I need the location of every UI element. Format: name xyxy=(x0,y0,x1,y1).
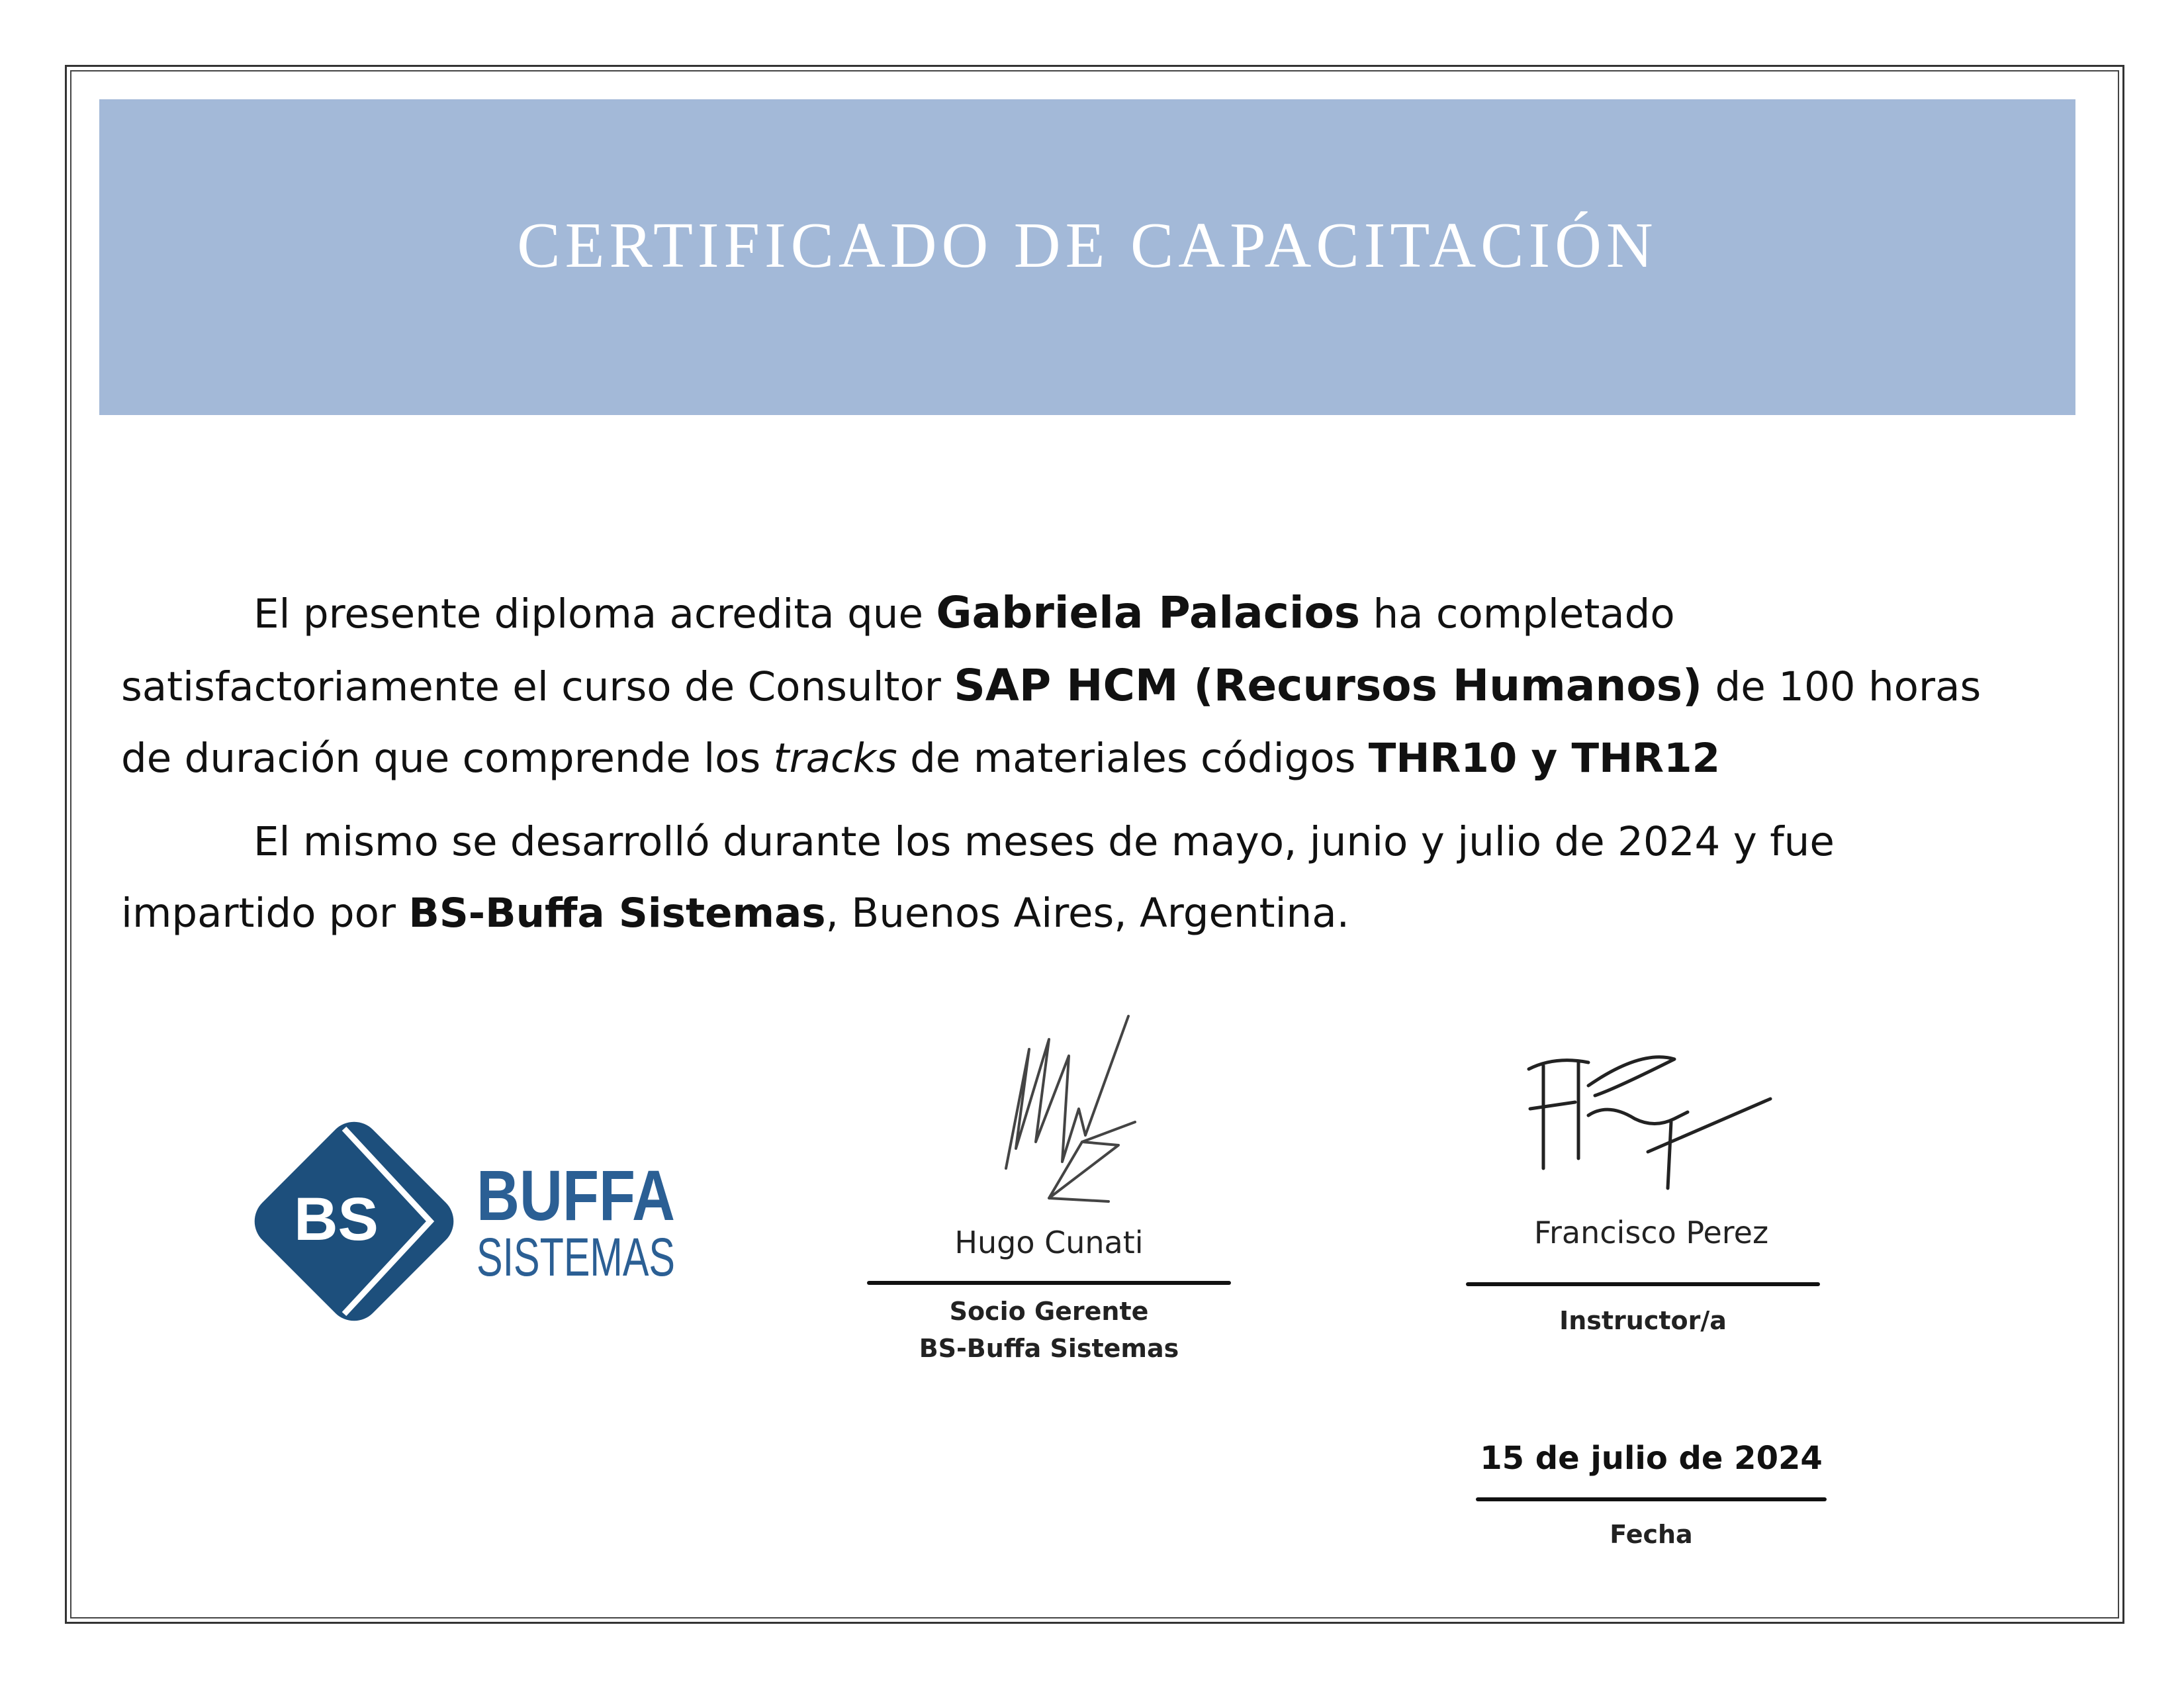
logo-badge-text: BS xyxy=(294,1186,379,1253)
course-name: SAP HCM (Recursos Humanos) xyxy=(954,660,1703,711)
company-name: BS-Buffa Sistemas xyxy=(408,890,826,937)
paragraph-accreditation: El presente diploma acredita que Gabriela Palacios ha completado satisfactoriamente el curso de Consultor SAP HCM (Recursos Humanos) de 100 horas de duración que comprende los tracks de materiales códigos THR10 y THR12 xyxy=(121,587,1981,782)
title-banner xyxy=(99,99,2075,415)
issue-date: 15 de julio de 2024 xyxy=(1480,1440,1823,1477)
signer1-line xyxy=(867,1281,1231,1285)
paragraph-details: El mismo se desarrolló durante los meses de mayo, junio y julio de 2024 y fue impartido por BS-Buffa Sistemas, Buenos Aires, Argentina. xyxy=(121,818,1835,937)
logo-word-sistemas: SISTEMAS xyxy=(477,1227,675,1288)
date-line xyxy=(1476,1497,1827,1501)
logo-word-buffa: BUFFA xyxy=(477,1155,675,1235)
signer2-line xyxy=(1466,1282,1820,1286)
certificate-title: CERTIFICADO DE CAPACITACIÓN xyxy=(517,210,1658,281)
certificate-body xyxy=(121,577,2040,949)
signer1-name: Hugo Cunati xyxy=(954,1225,1144,1260)
course-codes: THR10 y THR12 xyxy=(1368,735,1721,782)
buffa-sistemas-logo xyxy=(258,1102,695,1340)
date-label: Fecha xyxy=(1610,1520,1693,1549)
signature-hugo-cunati xyxy=(979,1009,1152,1215)
signer2-role: Instructor/a xyxy=(1559,1306,1727,1335)
signature-francisco-perez xyxy=(1516,1036,1780,1195)
signer2-name: Francisco Perez xyxy=(1533,1215,1769,1250)
recipient-name: Gabriela Palacios xyxy=(936,587,1361,638)
signer1-role: Socio Gerente BS-Buffa Sistemas xyxy=(919,1297,1179,1363)
